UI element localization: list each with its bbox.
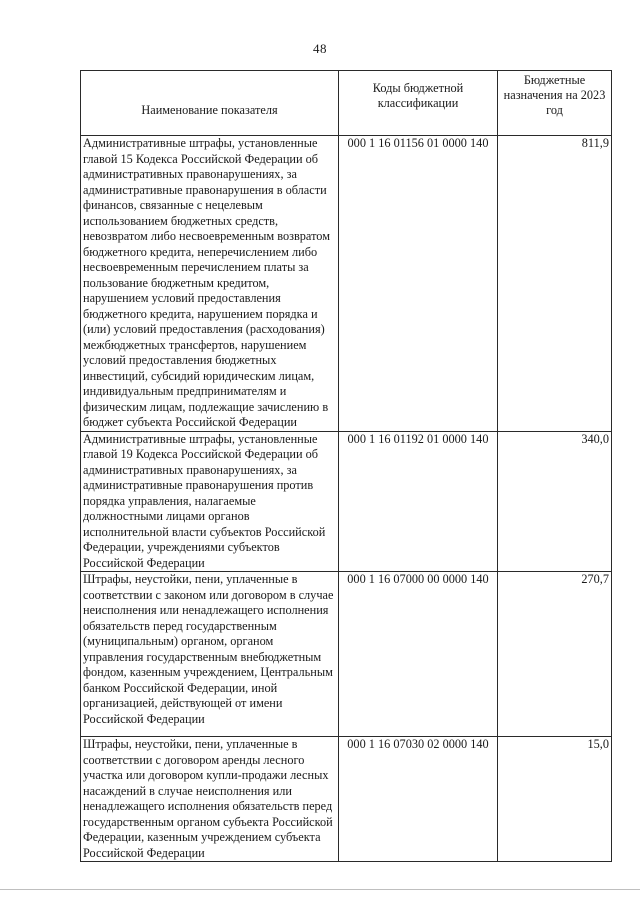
row-amount: 340,0 [498, 431, 612, 572]
row-indicator-name: Штрафы, неустойки, пени, уплаченные в соответствии с договором аренды лесного участка или договором купли-продажи лесных насаждений в случае неисполнения или ненадлежащего исполнения обязательств перед государственным органом субъекта Российской Федерации, казенным учреждением субъекта Российской Федерации [81, 737, 339, 862]
row-indicator-name: Административные штрафы, установленные главой 15 Кодекса Российской Федерации об административных правонарушениях, за административные правонарушения в области финансов, связанные с нецелевым использованием бюджетных средств, невозвратом либо несвоевременным возвратом бюджетного кредита, неперечислением либо несвоевременным перечислением платы за пользование бюджетным кредитом, нарушением условий предоставления бюджетного кредита, нарушением порядка и (или) условий предоставления (расходования) межбюджетных трансфертов, нарушением условий предоставления бюджетных инвестиций, субсидий юридическим лицам, индивидуальным предпринимателям и физическим лицам, подлежащие зачислению в бюджет субъекта Российской Федерации [81, 136, 339, 432]
row-budget-code: 000 1 16 07000 00 0000 140 [339, 572, 498, 737]
page-bottom-rule [0, 889, 640, 890]
header-budget-amount: Бюджетные назначения на 2023 год [498, 71, 612, 136]
table-row [81, 431, 612, 572]
budget-revenue-table [80, 70, 612, 862]
row-amount: 15,0 [498, 737, 612, 862]
page-number: 48 [313, 41, 327, 56]
header-budget-codes: Коды бюджетной классификации [339, 71, 498, 136]
row-indicator-name: Штрафы, неустойки, пени, уплаченные в соответствии с законом или договором в случае неисполнения или ненадлежащего исполнения обязательств перед государственным (муниципальным) органом, органом управления государственным внебюджетным фондом, казенным учреждением, Центральным банком Российской Федерации, иной организацией, действующей от имени Российской Федерации [81, 572, 339, 737]
table-row [81, 136, 612, 432]
row-amount: 270,7 [498, 572, 612, 737]
table-row [81, 737, 612, 862]
header-indicator-name: Наименование показателя [81, 71, 339, 136]
table-row [81, 572, 612, 737]
table-header-row [81, 71, 612, 136]
row-indicator-name: Административные штрафы, установленные главой 19 Кодекса Российской Федерации об административных правонарушениях, за административные правонарушения против порядка управления, налагаемые должностными лицами органов исполнительной власти субъектов Российской Федерации, учреждениями субъектов Российской Федерации [81, 431, 339, 572]
row-budget-code: 000 1 16 01192 01 0000 140 [339, 431, 498, 572]
row-amount: 811,9 [498, 136, 612, 432]
row-budget-code: 000 1 16 07030 02 0000 140 [339, 737, 498, 862]
row-budget-code: 000 1 16 01156 01 0000 140 [339, 136, 498, 432]
